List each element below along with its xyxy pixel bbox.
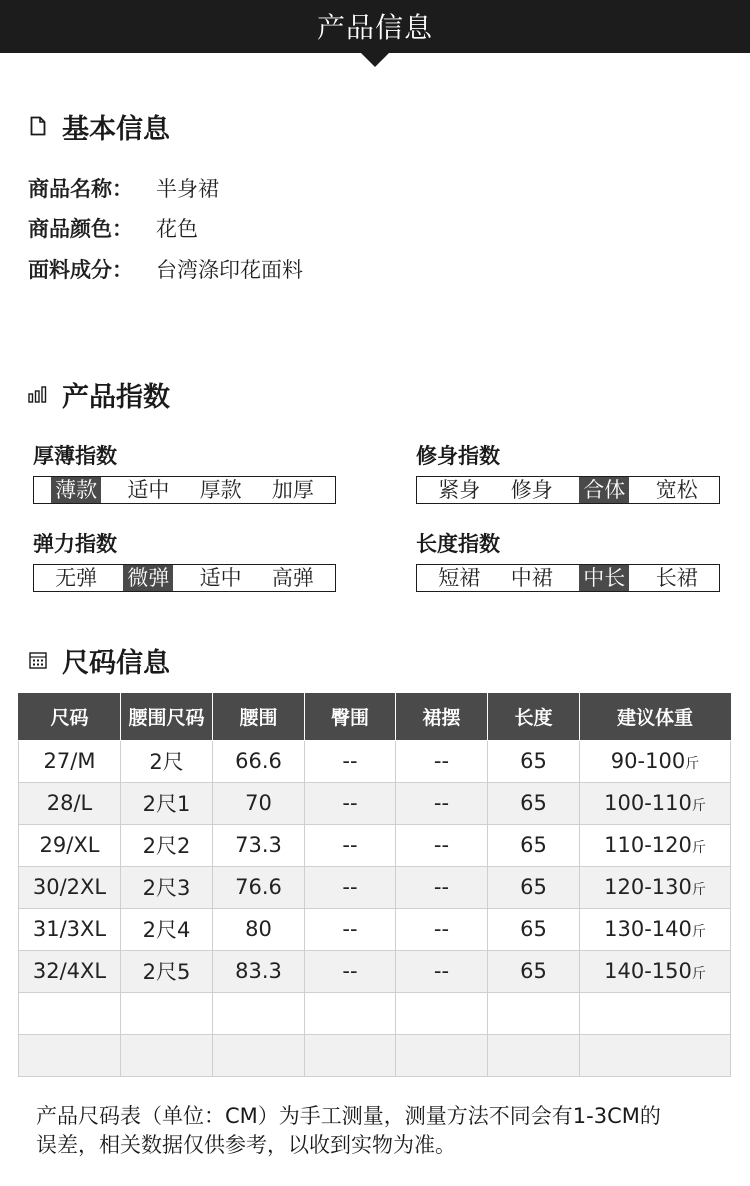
cell-value: 80 [245, 917, 272, 941]
scale-option: 中裙 [510, 566, 553, 590]
weight-unit: 斤 [685, 756, 700, 772]
scale-option: 加厚 [271, 478, 314, 502]
cell-value: 100-110 [604, 791, 692, 815]
table-cell [19, 866, 121, 908]
cell-value: 130-140 [604, 917, 692, 941]
weight-unit: 斤 [691, 924, 706, 940]
cell-value: 2尺4 [142, 918, 191, 942]
elasticity-scale [33, 564, 336, 592]
info-key: 商品颜色： [28, 217, 133, 241]
column-header: 尺码 [19, 693, 121, 740]
table-cell [305, 950, 396, 992]
weight-unit: 斤 [691, 966, 706, 982]
cell-value: 2尺3 [142, 876, 191, 900]
table-cell [213, 866, 305, 908]
table-cell [396, 824, 488, 866]
table-cell [488, 740, 580, 782]
table-row [19, 824, 731, 866]
table-cell [305, 1034, 396, 1076]
info-row-name [28, 173, 219, 203]
cell-value: 65 [520, 791, 547, 815]
scale-option: 厚款 [199, 478, 242, 502]
cell-value: 2尺 [149, 750, 184, 774]
table-row [19, 992, 731, 1034]
table-cell [488, 824, 580, 866]
table-cell [213, 824, 305, 866]
calendar-grid-icon [28, 649, 48, 671]
table-cell [213, 950, 305, 992]
table-cell [213, 782, 305, 824]
cell-value: 83.3 [235, 959, 282, 983]
cell-value: 90-100 [610, 749, 686, 773]
column-header: 腰围 [213, 693, 305, 740]
cell-value: 32/4XL [32, 959, 107, 983]
table-cell [213, 992, 305, 1034]
table-cell [19, 908, 121, 950]
cell-value: 66.6 [235, 749, 282, 773]
index-label-thickness: 厚薄指数 [33, 444, 117, 468]
info-value: 花色 [156, 217, 198, 241]
section-product-index [28, 374, 170, 414]
table-cell [580, 992, 731, 1034]
cell-value: 73.3 [235, 833, 282, 857]
banner-title: 产品信息 [316, 11, 433, 44]
table-cell [580, 824, 731, 866]
cell-value: 76.6 [235, 875, 282, 899]
table-cell [19, 740, 121, 782]
cell-value: 65 [520, 917, 547, 941]
table-cell [121, 950, 213, 992]
cell-value: 27/M [43, 749, 96, 773]
cell-value: 31/3XL [32, 917, 107, 941]
section-title: 基本信息 [62, 113, 170, 145]
column-header: 臀围 [305, 693, 396, 740]
info-value: 台湾涤印花面料 [156, 258, 303, 282]
table-cell [580, 950, 731, 992]
cell-value: -- [342, 917, 358, 941]
top-banner [0, 0, 750, 53]
weight-unit: 斤 [691, 840, 706, 856]
table-cell [19, 992, 121, 1034]
scale-option: 微弹 [123, 565, 173, 591]
section-title: 产品指数 [62, 381, 170, 413]
table-cell [121, 1034, 213, 1076]
table-cell [396, 866, 488, 908]
table-cell [213, 908, 305, 950]
table-cell [580, 866, 731, 908]
cell-value: 70 [245, 791, 272, 815]
table-cell [488, 950, 580, 992]
cell-value: 28/L [46, 791, 93, 815]
size-footnote [36, 1102, 726, 1160]
section-title: 尺码信息 [62, 647, 170, 679]
size-table [18, 693, 731, 1077]
table-cell [396, 1034, 488, 1076]
table-cell [305, 824, 396, 866]
table-cell [488, 908, 580, 950]
table-cell [488, 992, 580, 1034]
cell-value: 29/XL [39, 833, 100, 857]
table-cell [396, 740, 488, 782]
cell-value: -- [342, 875, 358, 899]
thickness-scale [33, 476, 336, 504]
table-cell [396, 950, 488, 992]
scale-option: 适中 [199, 566, 242, 590]
section-basic-info [28, 106, 170, 146]
scale-option: 高弹 [271, 566, 314, 590]
cell-value: 140-150 [604, 959, 692, 983]
scale-option: 无弹 [55, 566, 98, 590]
table-cell [305, 992, 396, 1034]
scale-option: 宽松 [655, 478, 698, 502]
cell-value: -- [342, 791, 358, 815]
cell-value: -- [342, 959, 358, 983]
scale-option: 修身 [510, 478, 553, 502]
weight-unit: 斤 [691, 882, 706, 898]
info-row-color [28, 213, 198, 243]
banner-notch [361, 53, 389, 67]
bar-chart-icon [28, 383, 48, 405]
cell-value: -- [433, 833, 450, 857]
table-row [19, 782, 731, 824]
scale-option: 短裙 [438, 566, 481, 590]
cell-value: 120-130 [604, 875, 692, 899]
table-header-row [19, 693, 731, 740]
table-cell [396, 782, 488, 824]
table-cell [19, 950, 121, 992]
table-cell [396, 908, 488, 950]
weight-unit: 斤 [691, 798, 706, 814]
scale-option: 合体 [579, 477, 629, 503]
cell-value: 2尺5 [142, 960, 191, 984]
table-cell [396, 992, 488, 1034]
cell-value: -- [433, 791, 450, 815]
table-cell [19, 1034, 121, 1076]
length-scale [416, 564, 720, 592]
cell-value: 110-120 [604, 833, 692, 857]
cell-value: 65 [520, 833, 547, 857]
table-row [19, 1034, 731, 1076]
section-size-info [28, 640, 170, 680]
table-cell [19, 782, 121, 824]
table-cell [121, 908, 213, 950]
table-row [19, 740, 731, 782]
cell-value: -- [433, 749, 450, 773]
cell-value: -- [433, 959, 450, 983]
scale-option: 适中 [127, 478, 170, 502]
table-cell [121, 866, 213, 908]
table-cell [305, 908, 396, 950]
table-cell [121, 740, 213, 782]
table-cell [213, 740, 305, 782]
cell-value: -- [342, 833, 358, 857]
table-cell [213, 1034, 305, 1076]
column-header: 裙摆 [396, 693, 488, 740]
scale-option: 紧身 [438, 478, 481, 502]
table-row [19, 950, 731, 992]
column-header: 建议体重 [580, 693, 731, 740]
cell-value: 30/2XL [32, 875, 107, 899]
info-key: 商品名称： [28, 177, 133, 201]
footnote-line: 误差，相关数据仅供参考，以收到实物为准。 [36, 1133, 456, 1157]
table-cell [305, 782, 396, 824]
index-label-elasticity: 弹力指数 [33, 532, 117, 556]
cell-value: -- [342, 749, 358, 773]
table-cell [488, 782, 580, 824]
cell-value: -- [433, 917, 450, 941]
info-value: 半身裙 [156, 177, 219, 201]
cell-value: 65 [520, 959, 547, 983]
document-icon [28, 115, 48, 137]
cell-value: 65 [520, 875, 547, 899]
fit-scale [416, 476, 720, 504]
table-cell [121, 782, 213, 824]
cell-value: -- [433, 875, 450, 899]
scale-option: 中长 [579, 565, 629, 591]
cell-value: 65 [520, 749, 547, 773]
table-row [19, 908, 731, 950]
table-cell [305, 866, 396, 908]
table-cell [580, 908, 731, 950]
index-label-length: 长度指数 [416, 532, 500, 556]
column-header: 长度 [488, 693, 580, 740]
table-row [19, 866, 731, 908]
cell-value: 2尺2 [142, 834, 191, 858]
column-header: 腰围尺码 [121, 693, 213, 740]
table-cell [580, 782, 731, 824]
table-cell [305, 740, 396, 782]
table-cell [488, 1034, 580, 1076]
table-cell [121, 992, 213, 1034]
table-cell [580, 740, 731, 782]
table-cell [488, 866, 580, 908]
cell-value: 2尺1 [142, 792, 191, 816]
table-cell [580, 1034, 731, 1076]
table-cell [121, 824, 213, 866]
scale-option: 长裙 [655, 566, 698, 590]
scale-option: 薄款 [51, 477, 101, 503]
info-row-fabric [28, 254, 303, 284]
footnote-line: 产品尺码表（单位：CM）为手工测量，测量方法不同会有1-3CM的 [36, 1104, 661, 1128]
table-cell [19, 824, 121, 866]
info-key: 面料成分： [28, 258, 133, 282]
index-label-fit: 修身指数 [416, 444, 500, 468]
